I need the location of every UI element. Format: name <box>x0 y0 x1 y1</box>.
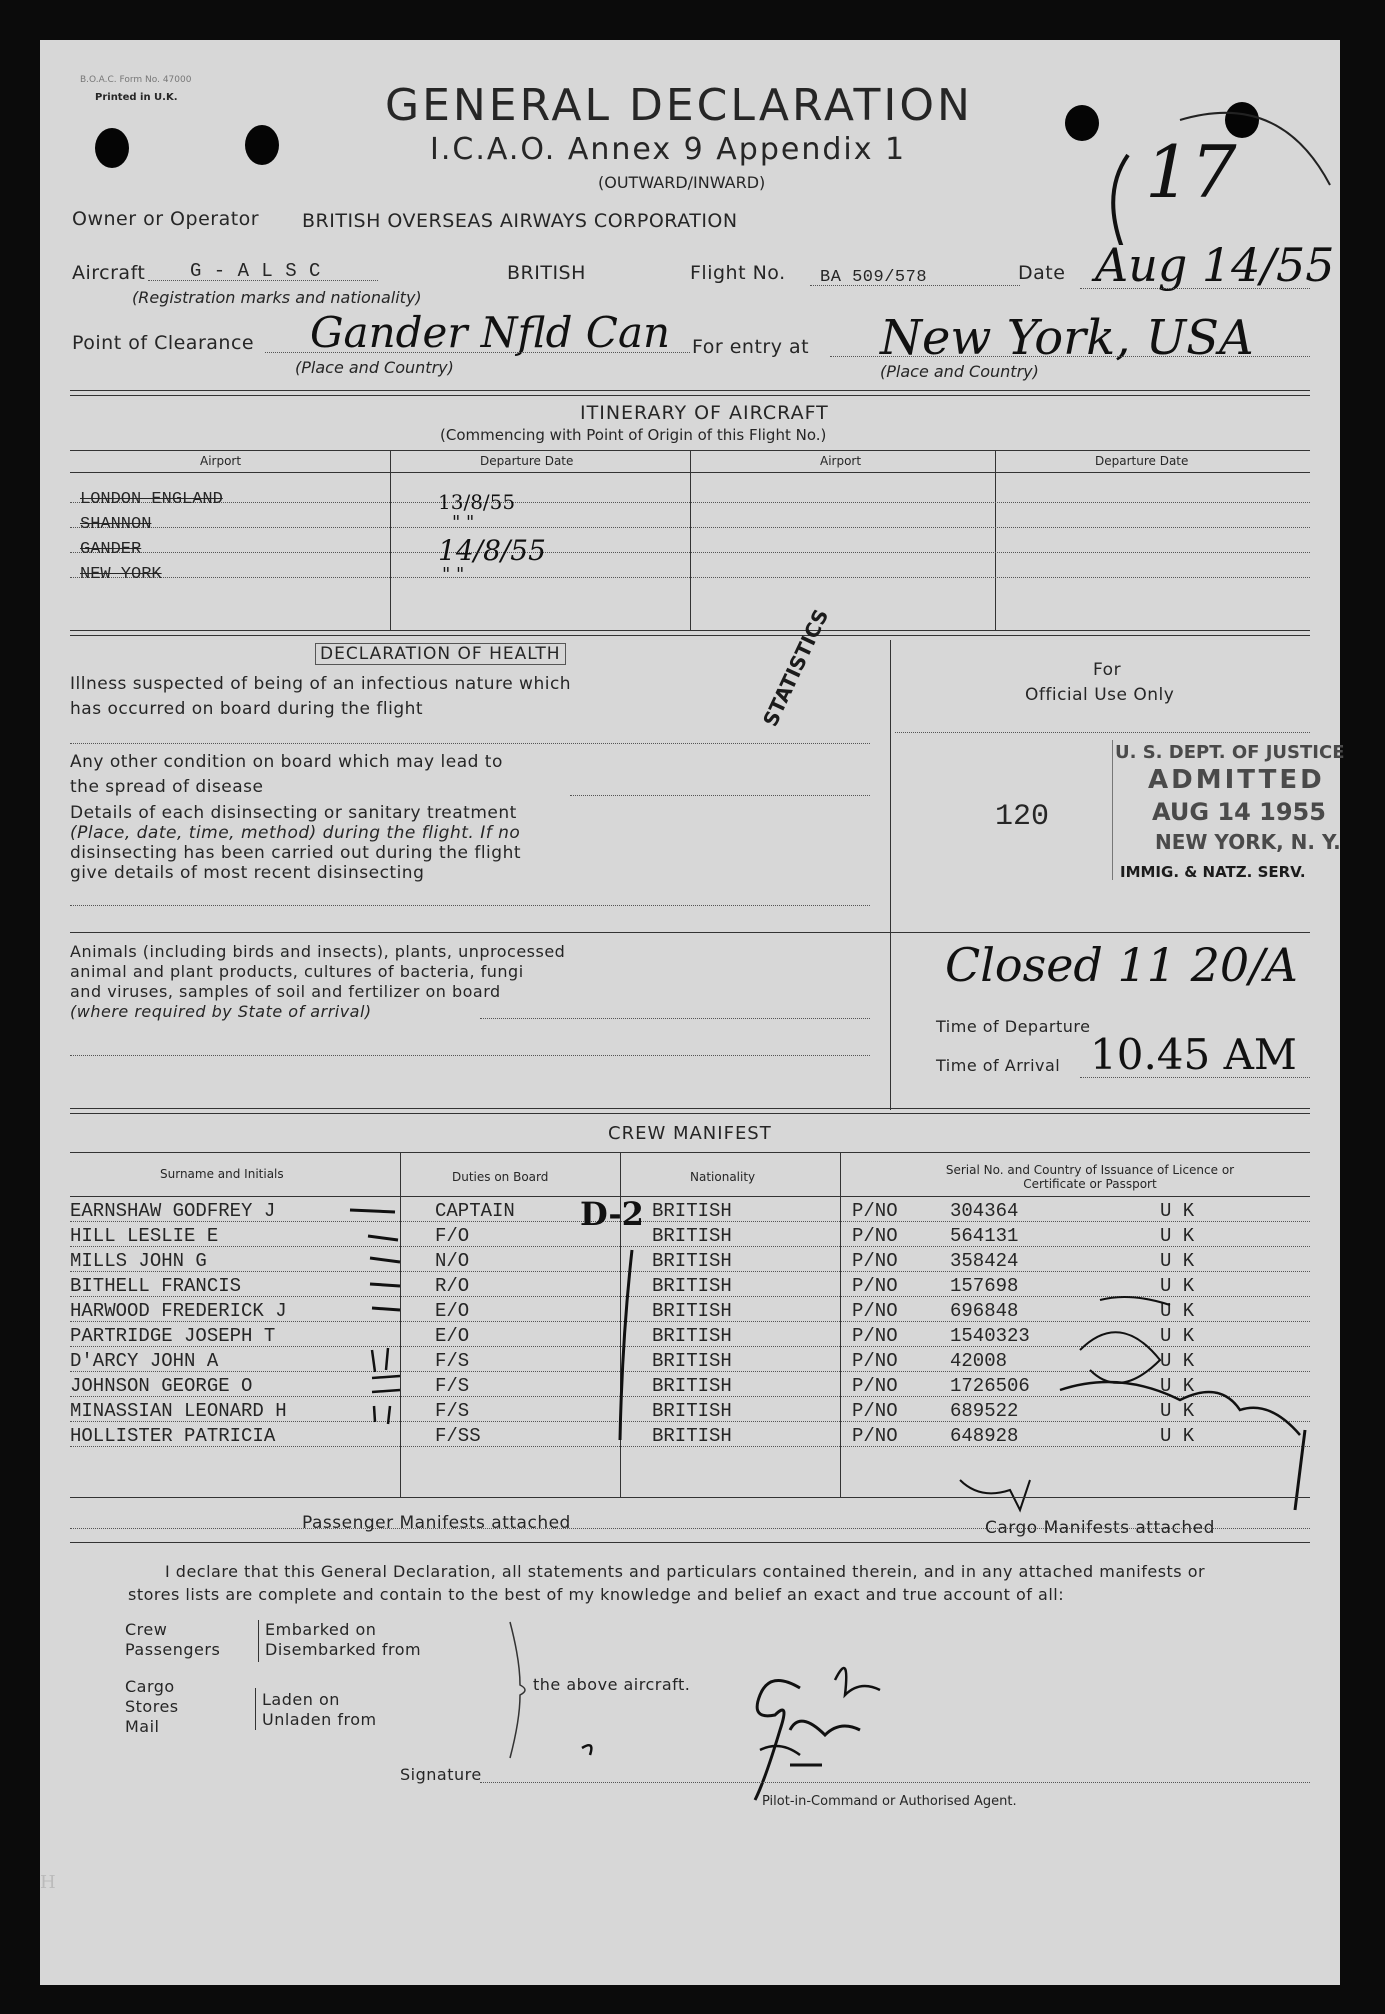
entry-hint: (Place and Country) <box>880 362 1039 381</box>
admitted-stamp-line: IMMIG. & NATZ. SERV. <box>1120 863 1306 881</box>
crew-serial: 1540323 <box>950 1325 1030 1347</box>
official-label: For <box>1093 660 1122 680</box>
declaration-stores: Stores <box>125 1697 179 1716</box>
flight-number: BA 509/578 <box>820 268 928 287</box>
cargo-manifests: Cargo Manifests attached <box>985 1518 1215 1538</box>
date-label: Date <box>1018 262 1066 284</box>
clearance-hint: (Place and Country) <box>295 358 454 377</box>
col-departure-2: Departure Date <box>1095 454 1189 468</box>
crew-duty: F/S <box>435 1400 470 1422</box>
crew-nationality: BRITISH <box>652 1350 732 1372</box>
crew-duty: CAPTAIN <box>435 1200 515 1222</box>
itinerary-date: 14/8/55 <box>438 534 546 567</box>
health-other: Any other condition on board which may lead to <box>70 752 503 772</box>
health-animals: Animals (including birds and insects), plants, unprocessed <box>70 942 566 961</box>
owner-value: BRITISH OVERSEAS AIRWAYS CORPORATION <box>302 210 738 232</box>
punch-hole <box>245 125 279 165</box>
crew-nationality: BRITISH <box>652 1225 732 1247</box>
flight-label: Flight No. <box>690 262 786 284</box>
crew-pno: P/NO <box>852 1200 898 1222</box>
crew-pno: P/NO <box>852 1275 898 1297</box>
crew-nationality: BRITISH <box>652 1375 732 1397</box>
crew-country: U K <box>1160 1275 1195 1297</box>
captain-signature <box>560 1640 900 1810</box>
crew-pno: P/NO <box>852 1225 898 1247</box>
aircraft-nationality: BRITISH <box>507 262 586 284</box>
health-animals: animal and plant products, cultures of bacteria, fungi <box>70 962 524 981</box>
declaration-crew: Crew <box>125 1620 168 1639</box>
crew-name: PARTRIDGE JOSEPH T <box>70 1325 276 1347</box>
declaration-disembarked: Disembarked from <box>265 1640 422 1659</box>
crew-serial: 564131 <box>950 1225 1019 1247</box>
crew-name: HARWOOD FREDERICK J <box>70 1300 287 1322</box>
crew-pno: P/NO <box>852 1400 898 1422</box>
crew-header: Surname and Initials <box>160 1167 284 1181</box>
page-number-bracket <box>1070 95 1340 245</box>
declaration-unladen: Unladen from <box>262 1710 377 1729</box>
health-animals: and viruses, samples of soil and fertilizer on board <box>70 982 501 1001</box>
col-airport-1: Airport <box>200 454 242 468</box>
crew-country: U K <box>1160 1425 1195 1447</box>
crew-header: Nationality <box>690 1170 756 1184</box>
itinerary-title: ITINERARY OF AIRCRAFT <box>580 402 829 424</box>
crew-country: U K <box>1160 1325 1195 1347</box>
crew-nationality: BRITISH <box>652 1425 732 1447</box>
declaration-cargo: Cargo <box>125 1677 175 1696</box>
admitted-stamp-line: NEW YORK, N. Y. <box>1155 830 1341 854</box>
printed-note: Printed in U.K. <box>95 92 178 103</box>
declaration-mail: Mail <box>125 1717 160 1736</box>
crew-duty: F/SS <box>435 1425 481 1447</box>
health-disinsect: (Place, date, time, method) during the flight. If no <box>70 823 521 843</box>
crew-duty: F/S <box>435 1375 470 1397</box>
itinerary-airport: SHANNON <box>80 515 152 534</box>
crew-nationality: BRITISH <box>652 1200 732 1222</box>
itinerary-airport: GANDER <box>80 540 142 559</box>
declaration-brace <box>505 1620 535 1760</box>
crew-header: Serial No. and Country of Issuance of Licence or Certificate or Passport <box>945 1163 1235 1191</box>
form-title: GENERAL DECLARATION <box>385 80 973 131</box>
crew-nationality: BRITISH <box>652 1275 732 1297</box>
admitted-stamp-line: AUG 14 1955 <box>1152 798 1326 826</box>
itinerary-airport: NEW YORK <box>80 565 162 584</box>
arrival-label: Time of Arrival <box>936 1056 1061 1075</box>
pilot-label: Pilot-in-Command or Authorised Agent. <box>762 1794 1017 1809</box>
crew-country: U K <box>1160 1300 1195 1322</box>
date-value: Aug 14/55 <box>1095 238 1335 292</box>
crew-serial: 157698 <box>950 1275 1019 1297</box>
clearance-label: Point of Clearance <box>72 332 255 354</box>
crew-country: U K <box>1160 1400 1195 1422</box>
arrival-value: 10.45 AM <box>1090 1030 1297 1079</box>
crew-country: U K <box>1160 1200 1195 1222</box>
margin-mark: H <box>40 1872 56 1893</box>
entry-label: For entry at <box>692 336 810 358</box>
crew-serial: 1726506 <box>950 1375 1030 1397</box>
closed-note: Closed 11 20/A <box>945 938 1298 992</box>
health-other: the spread of disease <box>70 777 264 797</box>
itinerary-date: " " <box>452 512 475 533</box>
crew-serial: 689522 <box>950 1400 1019 1422</box>
signature-label: Signature <box>400 1765 482 1784</box>
owner-label: Owner or Operator <box>72 208 260 230</box>
crew-duty: R/O <box>435 1275 470 1297</box>
crew-name: MINASSIAN LEONARD H <box>70 1400 287 1422</box>
crew-country: U K <box>1160 1350 1195 1372</box>
declaration-laden: Laden on <box>262 1690 340 1709</box>
declaration-text: I declare that this General Declaration, all statements and particulars contained therein, and in any attached manifests or <box>165 1562 1206 1581</box>
crew-name: HOLLISTER PATRICIA <box>70 1425 276 1447</box>
declaration-aircraft: the above aircraft. <box>533 1675 691 1694</box>
crew-duty: F/S <box>435 1350 470 1372</box>
admitted-stamp-line: ADMITTED <box>1148 765 1325 795</box>
crew-duty: F/O <box>435 1225 470 1247</box>
health-illness: Illness suspected of being of an infectious nature which <box>70 674 572 694</box>
crew-title: CREW MANIFEST <box>608 1123 772 1144</box>
official-count: 120 <box>995 800 1050 834</box>
health-disinsect: disinsecting has been carried out during the flight <box>70 843 522 863</box>
crew-nationality: BRITISH <box>652 1400 732 1422</box>
form-number: B.O.A.C. Form No. 47000 <box>80 75 192 85</box>
page-number: 17 <box>1145 130 1237 214</box>
crew-pno: P/NO <box>852 1325 898 1347</box>
itinerary-date: " " <box>442 564 465 585</box>
declaration-form <box>40 40 1345 1985</box>
crew-name: BITHELL FRANCIS <box>70 1275 242 1297</box>
crew-serial: 648928 <box>950 1425 1019 1447</box>
itinerary-date: 13/8/55 <box>438 490 516 514</box>
statistics-stamp: STATISTICS <box>758 605 834 731</box>
form-subtitle: I.C.A.O. Annex 9 Appendix 1 <box>430 132 907 167</box>
d2-mark: D-2 <box>580 1195 644 1233</box>
aircraft-hint: (Registration marks and nationality) <box>132 288 422 307</box>
col-departure-1: Departure Date <box>480 454 574 468</box>
health-disinsect: give details of most recent disinsecting <box>70 863 425 883</box>
crew-nationality: BRITISH <box>652 1325 732 1347</box>
crew-nationality: BRITISH <box>652 1300 732 1322</box>
itinerary-airport: LONDON ENGLAND <box>80 490 223 509</box>
crew-name: EARNSHAW GODFREY J <box>70 1200 276 1222</box>
crew-serial: 358424 <box>950 1250 1019 1272</box>
crew-pno: P/NO <box>852 1350 898 1372</box>
crew-pno: P/NO <box>852 1375 898 1397</box>
crew-nationality: BRITISH <box>652 1250 732 1272</box>
entry-value: New York, USA <box>880 310 1254 366</box>
aircraft-registration: G - A L S C <box>190 260 321 282</box>
itinerary-subtitle: (Commencing with Point of Origin of this Flight No.) <box>440 426 827 444</box>
crew-name: MILLS JOHN G <box>70 1250 207 1272</box>
crew-duty: N/O <box>435 1250 470 1272</box>
aircraft-label: Aircraft <box>72 262 146 284</box>
crew-country: U K <box>1160 1375 1195 1397</box>
health-illness: has occurred on board during the flight <box>70 699 424 719</box>
health-title: DECLARATION OF HEALTH <box>315 643 566 665</box>
departure-label: Time of Departure <box>936 1017 1091 1036</box>
health-disinsect: Details of each disinsecting or sanitary treatment <box>70 803 517 823</box>
declaration-passengers: Passengers <box>125 1640 221 1659</box>
crew-header: Duties on Board <box>452 1170 549 1184</box>
declaration-text: stores lists are complete and contain to the best of my knowledge and belief an exact and true account of all: <box>128 1585 1065 1604</box>
punch-hole <box>95 128 129 168</box>
crew-pno: P/NO <box>852 1425 898 1447</box>
crew-duty: E/O <box>435 1325 470 1347</box>
crew-pno: P/NO <box>852 1300 898 1322</box>
crew-serial: 696848 <box>950 1300 1019 1322</box>
crew-duty: E/O <box>435 1300 470 1322</box>
admitted-stamp-line: U. S. DEPT. OF JUSTICE <box>1115 742 1345 763</box>
col-airport-2: Airport <box>820 454 862 468</box>
crew-country: U K <box>1160 1225 1195 1247</box>
crew-serial: 304364 <box>950 1200 1019 1222</box>
passenger-manifests: Passenger Manifests attached <box>302 1513 571 1533</box>
crew-serial: 42008 <box>950 1350 1008 1372</box>
crew-country: U K <box>1160 1250 1195 1272</box>
crew-name: D'ARCY JOHN A <box>70 1350 219 1372</box>
clearance-value: Gander Nfld Can <box>310 308 671 357</box>
direction-label: (OUTWARD/INWARD) <box>598 173 766 192</box>
crew-name: JOHNSON GEORGE O <box>70 1375 253 1397</box>
crew-name: HILL LESLIE E <box>70 1225 219 1247</box>
declaration-embarked: Embarked on <box>265 1620 377 1639</box>
official-label: Official Use Only <box>1025 685 1175 705</box>
crew-pno: P/NO <box>852 1250 898 1272</box>
health-animals: (where required by State of arrival) <box>70 1002 372 1021</box>
